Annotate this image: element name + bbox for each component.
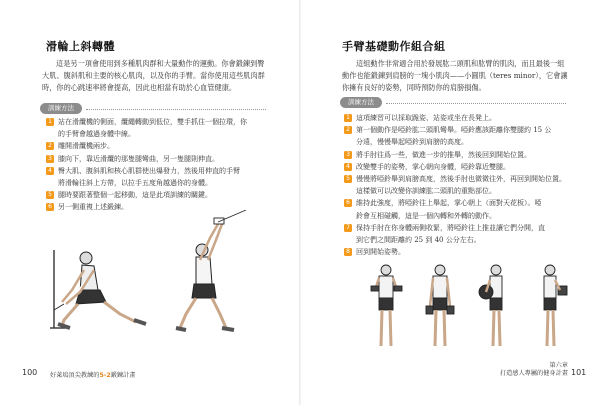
step-text: 到它們之間距離約 25 到 40 公分左右。: [356, 236, 481, 245]
step-text: 膝向下，靠近滑纜的那隻腿彎曲，另一隻腿則伸直。: [58, 154, 219, 163]
intro-line: 你擁有良好的姿勢，同時預防你的肩膀損傷。: [342, 83, 486, 93]
step-text: 慢慢將啞鈴舉到肩膀高度，然後手肘也微微往外，再回到開始位置。: [356, 175, 566, 184]
step-number-badge: 1: [46, 118, 54, 126]
step-number-badge: 2: [46, 142, 54, 150]
step-number-badge: 5: [46, 191, 54, 199]
intro-line: 這是另一項會使用到多種肌肉群和大量動作的運動。你會鍛鍊到臀: [56, 59, 265, 68]
page-number-right: 101: [571, 368, 587, 377]
step-text: 臀大肌、腹斜肌和核心肌群使出爆發力，然後用伸直的手臂: [58, 166, 240, 175]
footer-text: 好萊塢頂尖教練的: [50, 372, 100, 379]
step-list-right: [344, 112, 566, 258]
step-item: [344, 173, 566, 197]
step-number-badge: 3: [344, 151, 352, 159]
section-divider: [386, 103, 566, 104]
running-footer-right: [499, 362, 568, 378]
running-footer-left: [50, 370, 135, 379]
step-list-left: [46, 116, 247, 214]
page-title-left: 滑輪上斜轉體: [46, 40, 115, 53]
step-number-badge: 5: [344, 175, 352, 183]
intro-line: 動作也能鍛鍊到肩膀的一塊小肌肉——小圓肌（teres minor），它會讓: [342, 71, 568, 81]
footer-chapter-title: 打造感人專屬的健身計畫: [499, 370, 568, 377]
step-number-badge: 6: [344, 199, 352, 207]
step-item: [46, 140, 247, 152]
dumbbell-curl-illustration: [364, 262, 574, 352]
step-item: [344, 149, 566, 161]
step-text: 將滑輪往斜上方帶，以拉手五度角越過你的身體。: [58, 179, 212, 188]
step-text: 將手肘往爲一些，做進一步的推舉，然後回到開始位置。: [356, 150, 531, 159]
step-text: 鈴會互相碰觸，這是一個內轉和外轉的動作。: [356, 211, 496, 220]
intro-paragraph-left: [42, 58, 268, 95]
step-item: [344, 161, 566, 173]
step-text: 回到開始姿勢。: [356, 248, 405, 257]
section-label-right: 訓練方法: [340, 97, 382, 108]
step-text: 第一個動作是啞鈴肱二頭肌彎舉。啞鈴應該距離你雙腿約 15 公: [356, 126, 552, 135]
step-text: 的手臂會越過身體中線。: [58, 130, 135, 139]
step-text: 這項練習可以採取跪姿、站姿或坐在長凳上。: [356, 114, 496, 122]
step-text: 分遠，慢慢舉起啞鈴到肩膀的高度。: [356, 138, 468, 147]
step-text: 腿時要跟著整個一起移動，這是此項訓練的關鍵。: [58, 191, 212, 200]
cable-rotation-illustration: [50, 210, 260, 335]
step-number-badge: 2: [344, 126, 352, 134]
step-text: 保持手肘在你身體兩側收緊，將啞鈴往上推並讓它們分開，直: [356, 223, 545, 232]
step-number-badge: 6: [46, 203, 54, 211]
step-item: [46, 189, 247, 201]
section-divider: [86, 109, 266, 110]
intro-line: 這組動作非常適合用於發展肱二頭肌和肱臂的肌肉，而且最後一組: [356, 59, 565, 68]
step-text: 另一側重複上述鍛鍊。: [58, 203, 128, 212]
step-item: [344, 197, 566, 221]
footer-text: 鍛鍊計畫: [110, 372, 136, 379]
intro-line: 大肌、腹斜肌和主要的核心肌肉，以及你的手臂。當你使用這些肌肉群: [42, 71, 265, 81]
footer-chapter: 第六章: [549, 362, 568, 369]
step-item: [344, 124, 566, 148]
step-number-badge: 8: [344, 248, 352, 256]
section-label-left: 訓練方法: [40, 103, 82, 114]
right-page: [300, 0, 600, 405]
step-number-badge: 3: [46, 155, 54, 163]
intro-paragraph-right: [342, 58, 568, 95]
step-number-badge: 4: [46, 167, 54, 175]
page-title-right: 手臂基礎動作組合組: [342, 40, 446, 53]
step-text: 維持此強度，將啞鈴往上舉起，掌心朝上（面對天花板）。啞: [356, 199, 542, 208]
step-item: [46, 116, 247, 140]
step-number-badge: 1: [344, 114, 352, 122]
step-text: 雕開滑纜機兩步。: [58, 142, 114, 151]
step-item: [344, 222, 566, 246]
step-item: [344, 112, 566, 124]
step-number-badge: 7: [344, 224, 352, 232]
step-text: 站在滑纜機的側面，纜繩轉動到低位，雙手抓住一個拉環，你: [58, 118, 247, 126]
step-number-badge: 4: [344, 163, 352, 171]
step-item: [46, 165, 247, 189]
step-item: [344, 246, 566, 258]
intro-line: 時，你的心跳速率將會提高，因此也相當有助於心血管健康。: [42, 83, 237, 93]
footer-highlight: 5-2: [99, 372, 111, 379]
step-text: 改變雙手的姿勢，掌心朝向身體，啞鈴靠近雙腿。: [356, 162, 510, 171]
step-text: 這樣做可以改變你訓練肱二頭肌的重點部位。: [356, 187, 496, 196]
step-item: [46, 153, 247, 165]
page-number-left: 100: [22, 368, 38, 377]
